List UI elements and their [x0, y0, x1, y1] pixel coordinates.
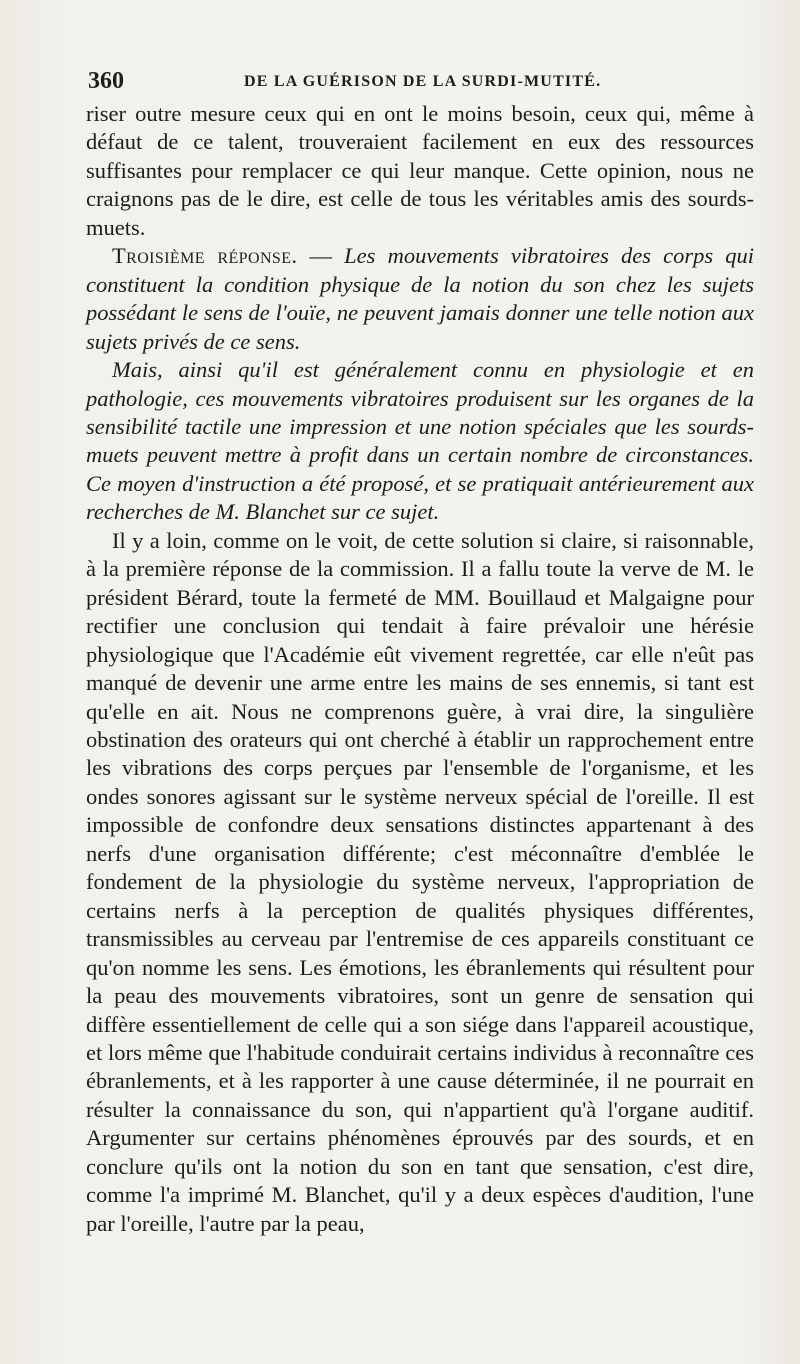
em-dash: — [297, 243, 345, 269]
paragraph-vibrations-italic: Mais, ainsi qu'il est généralement connu en physiologie et en pathologie, ces mouvements vibratoires produisent sur les organes de la sensibilité tactile une impression et une notion spéciales que les sourds-muets peuvent mettre à profit dans un certain nombre de circonstances. Ce moyen d'instruction a été proposé, et se pratiquait antérieurement aux recherches de M. Blanchet sur ce sujet. [86, 357, 754, 525]
paragraph-third-response [86, 242, 754, 356]
paragraph-continuation: riser outre mesure ceux qui en ont le moins besoin, ceux qui, même à défaut de ce talent, trouveraient facilement en eux des ressources suffisantes pour remplacer ce qui leur manque. Cette opinion, nous ne craignons pas de le dire, est celle de tous les véritables amis des sourds-muets. [86, 101, 754, 240]
body-text [86, 100, 754, 1238]
third-response-italic-text: Les mouvements vibratoires des corps qui constituent la condition physique de la notion du son chez les sujets possédant le sens de l'ouïe, ne peuvent jamais donner une telle notion aux sujets privés de ce sens. [86, 243, 754, 354]
third-response-label: Troisième réponse. [112, 243, 298, 269]
page-number: 360 [88, 68, 124, 94]
paragraph-commentary: Il y a loin, comme on le voit, de cette solution si claire, si raisonnable, à la première réponse de la commission. Il a fallu toute la verve de M. le président Bérard, toute la fermeté de MM. Bouillaud et Malgaigne pour rectifier une conclusion qui tendait à faire prévaloir une hérésie physiologique que l'Académie eût vivement regrettée, car elle n'eût pas manqué de devenir une arme entre les mains de ses ennemis, si tant est qu'elle en ait. Nous ne comprenons guère, à vrai dire, la singulière obstination des orateurs qui ont cherché à établir un rapprochement entre les vibrations des corps perçues par l'ensemble de l'organisme, et les ondes sonores agissant sur le système nerveux spécial de l'oreille. Il est impossible de confondre deux sensations distinctes appartenant à des nerfs d'une organisation différente; c'est méconnaître d'emblée le fondement de la physiologie du système nerveux, l'appropriation de certains nerfs à la perception de qualités physiques différentes, transmissibles au cerveau par l'entremise de ces appareils constituant ce qu'on nomme les sens. Les émotions, les ébranlements qui résultent pour la peau des mouvements vibratoires, sont un genre de sensation qui diffère essentiellement de celle qui a son siége dans l'appareil acoustique, et lors même que l'habitude conduirait certains individus à reconnaître ces ébranlements, et à les rapporter à une cause déterminée, il ne pourrait en résulter la connaissance du son, qui n'appartient qu'à l'organe auditif. Argumenter sur certains phénomènes éprouvés par des sourds, et en conclure qu'ils ont la notion du son en tant que sensation, c'est dire, comme l'a imprimé M. Blanchet, qu'il y a deux espèces d'audition, l'une par l'oreille, l'autre par la peau, [86, 527, 754, 1236]
running-title: DE LA GUÉRISON DE LA SURDI-MUTITÉ. [244, 73, 602, 90]
page-header [86, 68, 756, 102]
